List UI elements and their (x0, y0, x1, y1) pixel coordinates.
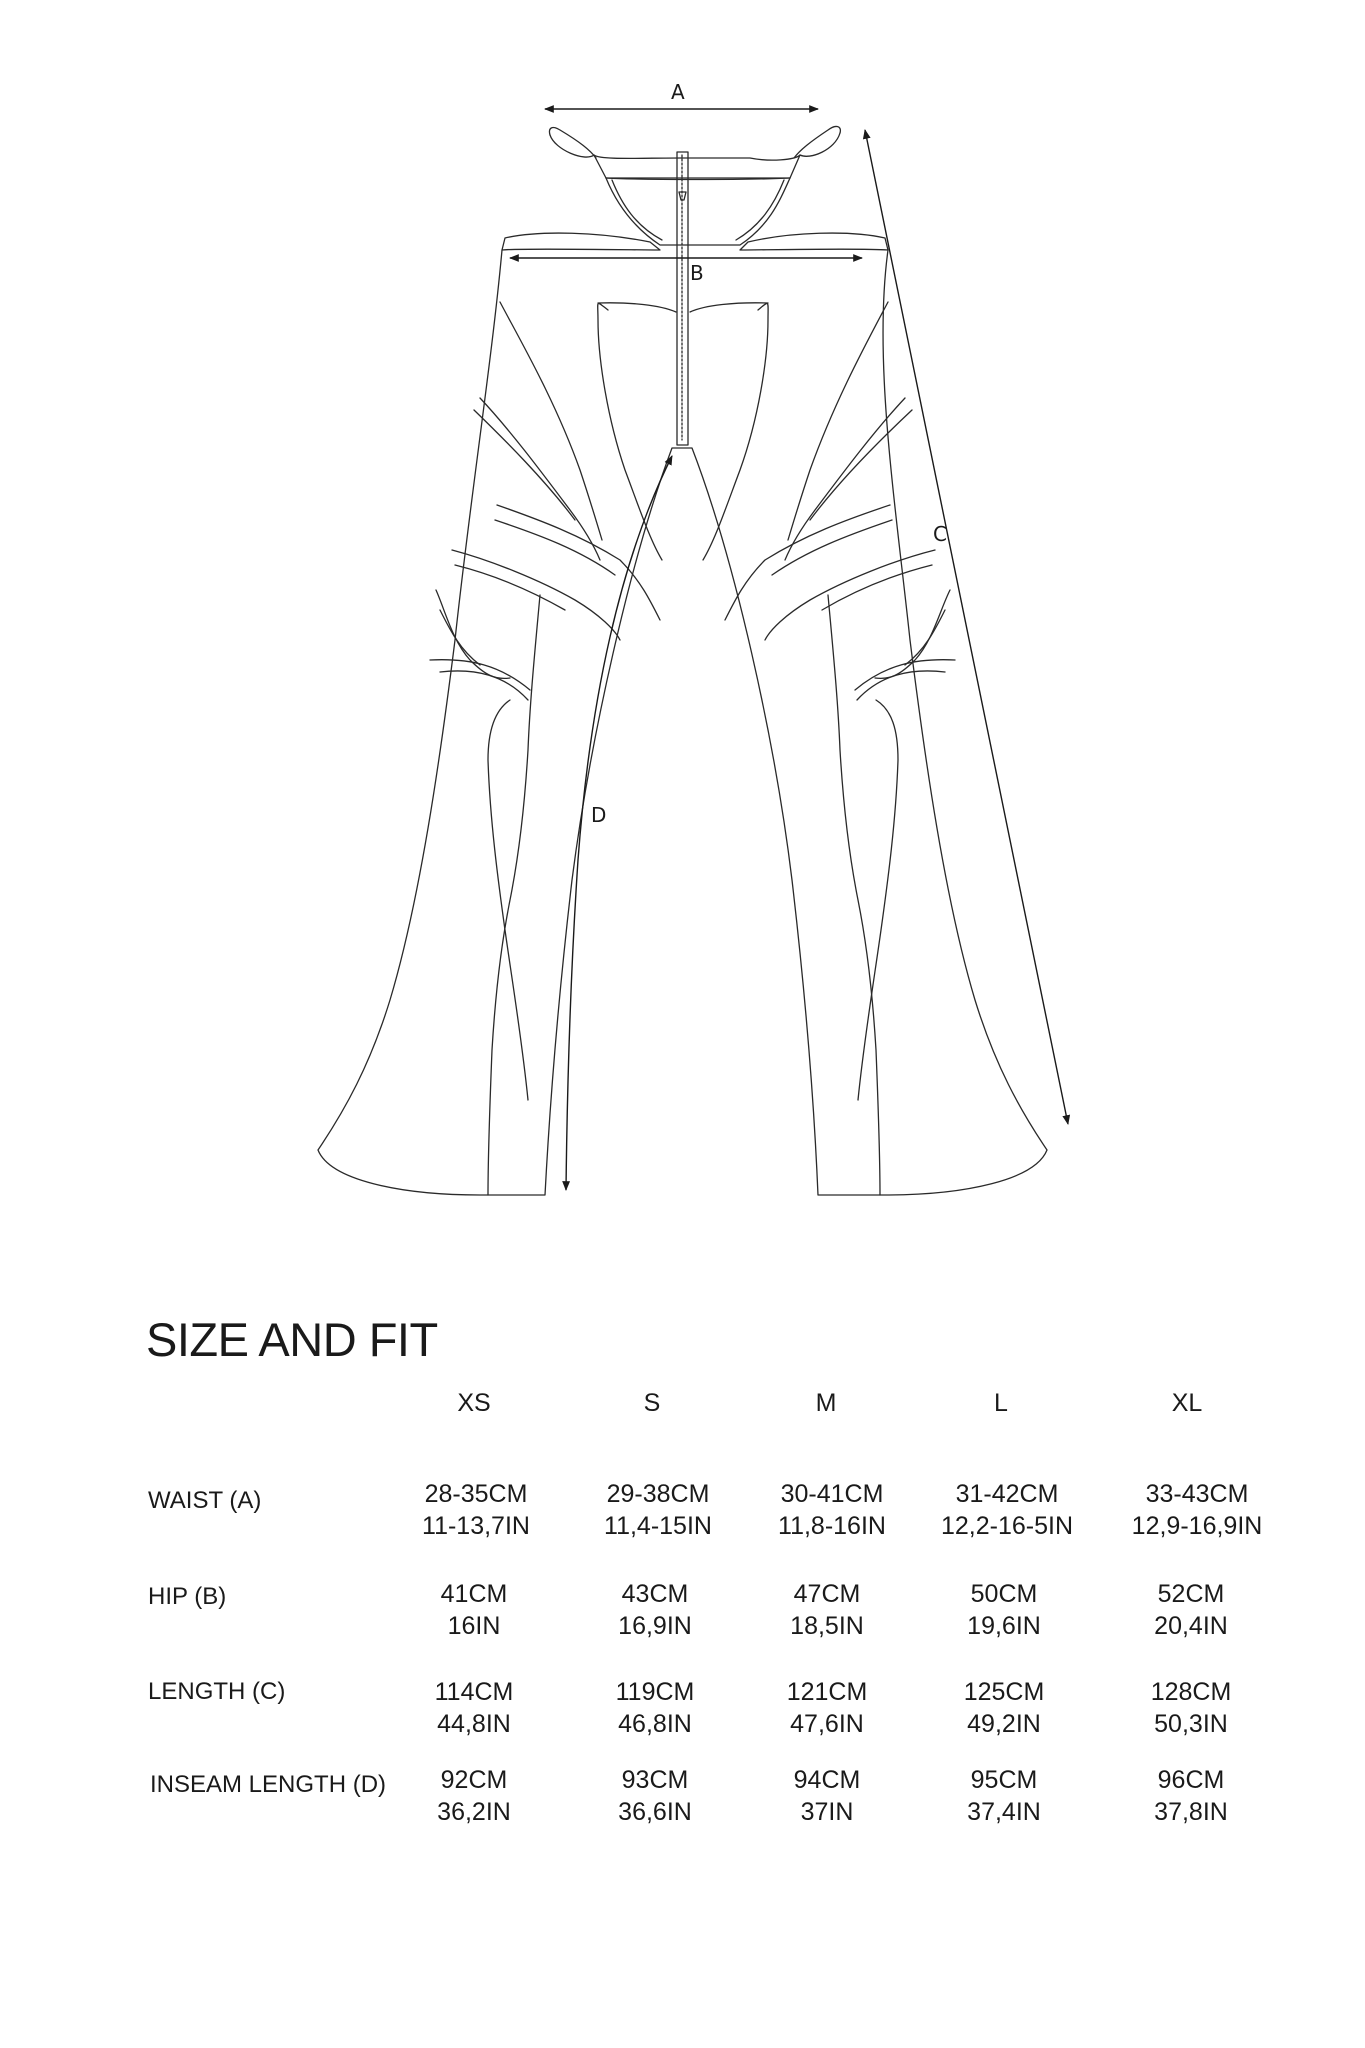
row-label-hip: HIP (B) (148, 1583, 227, 1610)
size-header-xl: XL (1171, 1389, 1203, 1417)
table-cell: 94CM 37IN (793, 1766, 861, 1826)
size-and-fit-title: SIZE AND FIT (146, 1313, 438, 1366)
table-cell: 43CM 16,9IN (618, 1580, 692, 1640)
table-cell: 96CM 37,8IN (1154, 1766, 1228, 1826)
table-cell: 93CM 36,6IN (618, 1766, 692, 1826)
size-header-l: L (994, 1389, 1008, 1417)
hip-band (502, 233, 888, 250)
measure-d-arrow (566, 456, 672, 1190)
waistband-top (549, 126, 840, 179)
row-label-waist: WAIST (A) (148, 1487, 262, 1514)
left-leg-seams (430, 302, 676, 1195)
table-cell: 41CM 16IN (440, 1580, 508, 1640)
row-label-length: LENGTH (C) (148, 1678, 286, 1705)
table-cell: 121CM 47,6IN (786, 1678, 868, 1738)
table-cell: 95CM 37,4IN (967, 1766, 1041, 1826)
table-cell: 33-43CM 12,9-16,9IN (1131, 1480, 1263, 1540)
size-header-m: M (815, 1389, 837, 1417)
label-a: A (671, 80, 685, 104)
right-leg-seams (690, 302, 955, 1195)
table-cell: 47CM 18,5IN (790, 1580, 864, 1640)
table-cell: 92CM 36,2IN (437, 1766, 511, 1826)
measure-c-arrow (865, 130, 1068, 1124)
table-cell: 119CM 46,8IN (615, 1678, 695, 1738)
waist-cutout (606, 178, 790, 245)
size-header-s: S (643, 1389, 661, 1417)
size-header-xs: XS (457, 1389, 491, 1417)
table-cell: 28-35CM 11-13,7IN (422, 1480, 530, 1540)
label-b: B (690, 261, 704, 285)
table-cell: 52CM 20,4IN (1154, 1580, 1228, 1640)
table-cell: 128CM 50,3IN (1150, 1678, 1232, 1738)
table-cell: 30-41CM 11,8-16IN (778, 1480, 886, 1540)
table-cell: 125CM 49,2IN (963, 1678, 1045, 1738)
row-label-inseam: INSEAM LENGTH (D) (150, 1771, 387, 1798)
table-cell: 114CM 44,8IN (434, 1678, 514, 1738)
table-cell: 29-38CM 11,4-15IN (604, 1480, 712, 1540)
table-cell: 50CM 19,6IN (967, 1580, 1041, 1640)
table-cell: 31-42CM 12,2-16-5IN (940, 1480, 1074, 1540)
label-c: C (933, 522, 947, 546)
label-d: D (591, 803, 607, 827)
center-zipper (677, 152, 688, 445)
